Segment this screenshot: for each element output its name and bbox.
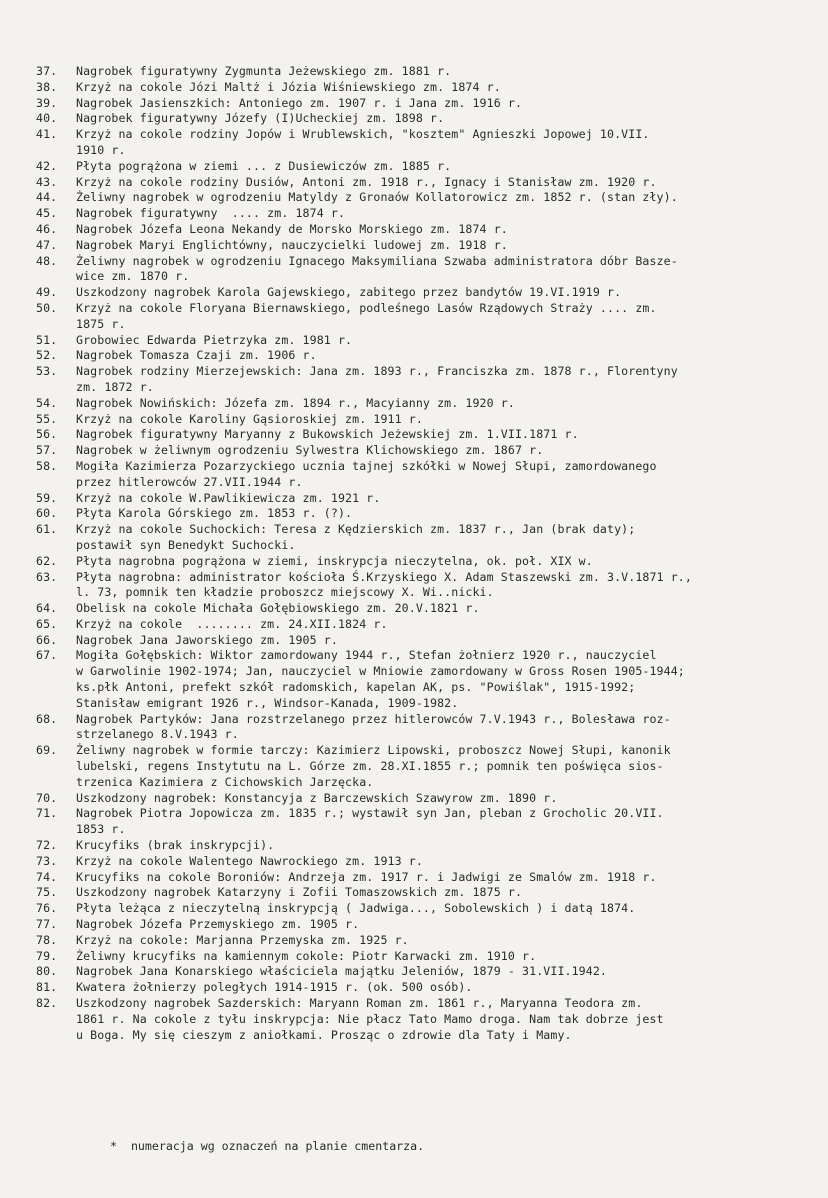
list-item — [36, 396, 796, 412]
entry-text: Nagrobek Piotra Jopowicza zm. 1835 r.; wystawił syn Jan, pleban z Grocholic 20.VII. 1853 r. — [76, 806, 664, 837]
list-item — [36, 554, 796, 570]
list-item — [36, 854, 796, 870]
list-item — [36, 159, 796, 175]
entry-number: 44. — [36, 190, 58, 205]
list-item — [36, 80, 796, 96]
entry-text: Nagrobek Jasienszkich: Antoniego zm. 1907 r. i Jana zm. 1916 r. — [76, 95, 523, 110]
list-item — [36, 506, 796, 522]
entry-text: Krucyfiks (brak inskrypcji). — [76, 838, 275, 853]
entry-text: Nagrobek Jana Konarskiego właściciela majątku Jeleniów, 1879 - 31.VII.1942. — [76, 964, 608, 979]
entry-text: Krzyż na cokole Józi Maltż i Józia Wiśniewskiego zm. 1874 r. — [76, 79, 501, 94]
entry-text: Płyta leżąca z nieczytelną inskrypcją ( Jadwiga..., Sobolewskich ) i datą 1874. — [76, 901, 636, 916]
entry-text: Krzyż na cokole Suchockich: Teresa z Kędzierskich zm. 1837 r., Jan (brak daty); postawił syn Benedykt Suchocki. — [76, 522, 636, 552]
entry-number: 77. — [36, 917, 58, 932]
entry-text: Krzyż na cokole Floryana Biernawskiego, podleśnego Lasów Rządowych Straży .... zm. 1875 r. — [76, 300, 657, 331]
list-item — [36, 348, 796, 364]
entry-text: Nagrobek rodziny Mierzejewskich: Jana zm. 1893 r., Franciszka zm. 1878 r., Florentyny zm. 1872 r. — [76, 364, 678, 394]
entry-number: 63. — [36, 569, 58, 584]
entry-text: Uszkodzony nagrobek Karola Gajewskiego, zabitego przez bandytów 19.VI.1919 r. — [76, 285, 622, 300]
list-item — [36, 127, 796, 159]
entry-number: 39. — [36, 95, 58, 110]
list-item — [36, 238, 796, 254]
list-item — [36, 443, 796, 459]
entry-text: Obelisk na cokole Michała Gołębiowskiego zm. 20.V.1821 r. — [76, 601, 480, 616]
entry-text: Krzyż na cokole ........ zm. 24.XII.1824 r. — [76, 616, 388, 631]
entry-number: 56. — [36, 427, 58, 442]
list-item — [36, 996, 796, 1043]
entry-number: 47. — [36, 237, 58, 252]
entry-text: Nagrobek figuratywny Maryanny z Bukowskich Jeżewskiej zm. 1.VII.1871 r. — [76, 427, 579, 442]
entry-text: Żeliwny nagrobek w ogrodzeniu Matyldy z Gronaów Kollatorowicz zm. 1852 r. (stan zły). — [76, 190, 678, 205]
entry-text: Uszkodzony nagrobek Katarzyny i Zofii Tomaszowskich zm. 1875 r. — [76, 885, 523, 900]
entry-text: Krucyfiks na cokole Boroniów: Andrzeja zm. 1917 r. i Jadwigi ze Smalów zm. 1918 r. — [76, 869, 657, 884]
entry-number: 42. — [36, 158, 58, 173]
list-item — [36, 206, 796, 222]
entry-number: 69. — [36, 743, 58, 758]
entry-number: 61. — [36, 522, 58, 537]
entry-number: 67. — [36, 648, 58, 663]
entry-text: Krzyż na cokole Karoliny Gąsioroskiej zm. 1911 r. — [76, 411, 423, 426]
list-item — [36, 964, 796, 980]
entry-number: 59. — [36, 490, 58, 505]
entry-number: 64. — [36, 601, 58, 616]
entry-number: 70. — [36, 790, 58, 805]
entry-text: Płyta Karola Górskiego zm. 1853 r. (?). — [76, 506, 353, 521]
entry-text: Żeliwny nagrobek w formie tarczy: Kazimierz Lipowski, proboszcz Nowej Słupi, kanonik lubelski, regens Instytutu na L. Górze zm. 28.XI.1855 r.; pomnik ten poświęca sios- trzenica Kazimiera z Cichowskich Jarzęcka. — [76, 743, 671, 789]
entry-number: 78. — [36, 932, 58, 947]
entry-number: 66. — [36, 632, 58, 647]
entry-text: Płyta pogrążona w ziemi ... z Dusiewiczów zm. 1885 r. — [76, 158, 452, 173]
list-item — [36, 64, 796, 80]
list-item — [36, 601, 796, 617]
entry-number: 49. — [36, 285, 58, 300]
entry-text: Nagrobek Tomasza Czaji zm. 1906 r. — [76, 348, 317, 363]
entry-number: 46. — [36, 221, 58, 236]
entry-text: Uszkodzony nagrobek: Konstancyja z Barczewskich Szawyrow zm. 1890 r. — [76, 790, 558, 805]
list-item — [36, 648, 796, 711]
entry-number: 74. — [36, 869, 58, 884]
entry-text: Mogiła Gołębskich: Wiktor zamordowany 1944 r., Stefan żołnierz 1920 r., nauczyciel w Garwolinie 1902-1974; Jan, nauczyciel w Mniowie zamordowany w Gross Rosen 1905-1944; ks.płk Antoni, prefekt szkół radomskich, kapelan AK, ps. "Powiślak", 1915-1992; Stanisław emigrant 1926 r., Windsor-Kanada, 1909-1982. — [76, 648, 685, 710]
list-item — [36, 743, 796, 790]
list-item — [36, 917, 796, 933]
entry-number: 68. — [36, 711, 58, 726]
list-item — [36, 712, 796, 744]
list-item — [36, 933, 796, 949]
entry-number: 41. — [36, 127, 58, 142]
entry-text: Uszkodzony nagrobek Sazderskich: Maryann Roman zm. 1861 r., Maryanna Teodora zm. 1861 r. Na cokole z tyłu inskrypcja: Nie płacz Tato Mamo droga. Nam tak dobrze jest u Boga. My się cieszym z aniołkami. Prosząc o zdrowie dla Taty i Mamy. — [76, 996, 664, 1042]
list-item — [36, 96, 796, 112]
entry-number: 71. — [36, 806, 58, 821]
list-item — [36, 806, 796, 838]
entry-number: 40. — [36, 111, 58, 126]
entry-text: Płyta nagrobna: administrator kościoła Ś.Krzyskiego X. Adam Staszewski zm. 3.V.1871 r., l. 73, pomnik ten kładzie proboszcz miejscowy X. Wi..nicki. — [76, 569, 692, 600]
entry-text: Nagrobek Jana Jaworskiego zm. 1905 r. — [76, 632, 338, 647]
list-item — [36, 412, 796, 428]
entry-number: 60. — [36, 506, 58, 521]
entry-number: 82. — [36, 996, 58, 1011]
entry-number: 76. — [36, 901, 58, 916]
entry-text: Grobowiec Edwarda Pietrzyka zm. 1981 r. — [76, 332, 353, 347]
list-item — [36, 333, 796, 349]
entry-text: Żeliwny krucyfiks na kamiennym cokole: Piotr Karwacki zm. 1910 r. — [76, 948, 537, 963]
entry-number: 48. — [36, 253, 58, 268]
list-item — [36, 838, 796, 854]
entry-number: 65. — [36, 616, 58, 631]
entry-number: 80. — [36, 964, 58, 979]
entry-text: Nagrobek Maryi Englichtówny, nauczycielki ludowej zm. 1918 r. — [76, 237, 508, 252]
list-item — [36, 522, 796, 554]
entry-text: Żeliwny nagrobek w ogrodzeniu Ignacego Maksymiliana Szwaba administratora dóbr Basze- wice zm. 1870 r. — [76, 253, 678, 284]
list-item — [36, 980, 796, 996]
entry-number: 37. — [36, 64, 58, 78]
grave-list — [36, 64, 796, 1043]
list-item — [36, 949, 796, 965]
list-item — [36, 491, 796, 507]
list-item — [36, 870, 796, 886]
entry-number: 51. — [36, 332, 58, 347]
entry-text: Płyta nagrobna pogrążona w ziemi, inskrypcja nieczytelna, ok. poł. XIX w. — [76, 553, 593, 568]
list-item — [36, 285, 796, 301]
entry-number: 62. — [36, 553, 58, 568]
entry-number: 79. — [36, 948, 58, 963]
entry-text: Nagrobek Józefa Przemyskiego zm. 1905 r. — [76, 917, 360, 932]
entry-number: 81. — [36, 980, 58, 995]
list-item — [36, 222, 796, 238]
entry-number: 58. — [36, 458, 58, 473]
entry-number: 45. — [36, 206, 58, 221]
list-item — [36, 459, 796, 491]
footnote: * numeracja wg oznaczeń na planie cmentarza. — [110, 1139, 425, 1153]
entry-number: 53. — [36, 364, 58, 379]
entry-text: Krzyż na cokole rodziny Jopów i Wrublewskich, "kosztem" Agnieszki Jopowej 10.VII. 1910 r. — [76, 127, 650, 157]
entry-number: 72. — [36, 838, 58, 853]
entry-text: Nagrobek w żeliwnym ogrodzeniu Sylwestra Klichowskiego zm. 1867 r. — [76, 443, 544, 458]
list-item — [36, 570, 796, 602]
entry-text: Krzyż na cokole: Marjanna Przemyska zm. 1925 r. — [76, 932, 409, 947]
list-item — [36, 885, 796, 901]
list-item — [36, 364, 796, 396]
entry-number: 75. — [36, 885, 58, 900]
entry-text: Nagrobek figuratywny Józefy (I)Ucheckiej zm. 1898 r. — [76, 111, 445, 126]
list-item — [36, 901, 796, 917]
entry-text: Krzyż na cokole rodziny Dusiów, Antoni zm. 1918 r., Ignacy i Stanisław zm. 1920 r. — [76, 174, 657, 189]
list-item — [36, 633, 796, 649]
entry-text: Nagrobek Partyków: Jana rozstrzelanego przez hitlerowców 7.V.1943 r., Bolesława roz- strzelanego 8.V.1943 r. — [76, 711, 671, 742]
list-item — [36, 301, 796, 333]
entry-number: 50. — [36, 300, 58, 315]
entry-text: Nagrobek figuratywny Zygmunta Jeżewskiego zm. 1881 r. — [76, 64, 452, 78]
entry-number: 52. — [36, 348, 58, 363]
list-item — [36, 617, 796, 633]
entry-number: 57. — [36, 443, 58, 458]
entry-number: 54. — [36, 395, 58, 410]
entry-text: Nagrobek Józefa Leona Nekandy de Morsko Morskiego zm. 1874 r. — [76, 221, 508, 236]
entry-text: Kwatera żołnierzy poległych 1914-1915 r. (ok. 500 osób). — [76, 980, 473, 995]
entry-text: Nagrobek Nowińskich: Józefa zm. 1894 r., Macyianny zm. 1920 r. — [76, 395, 515, 410]
entry-text: Nagrobek figuratywny .... zm. 1874 r. — [76, 206, 346, 221]
entry-number: 38. — [36, 79, 58, 94]
list-item — [36, 190, 796, 206]
list-item — [36, 111, 796, 127]
list-item — [36, 427, 796, 443]
list-item — [36, 791, 796, 807]
list-item — [36, 175, 796, 191]
entry-text: Krzyż na cokole Walentego Nawrockiego zm. 1913 r. — [76, 853, 423, 868]
entry-number: 73. — [36, 853, 58, 868]
list-item — [36, 254, 796, 286]
entry-number: 55. — [36, 411, 58, 426]
entry-text: Krzyż na cokole W.Pawlikiewicza zm. 1921 r. — [76, 490, 381, 505]
entry-text: Mogiła Kazimierza Pozarzyckiego ucznia tajnej szkółki w Nowej Słupi, zamordowanego przez hitlerowców 27.VII.1944 r. — [76, 458, 657, 489]
entry-number: 43. — [36, 174, 58, 189]
